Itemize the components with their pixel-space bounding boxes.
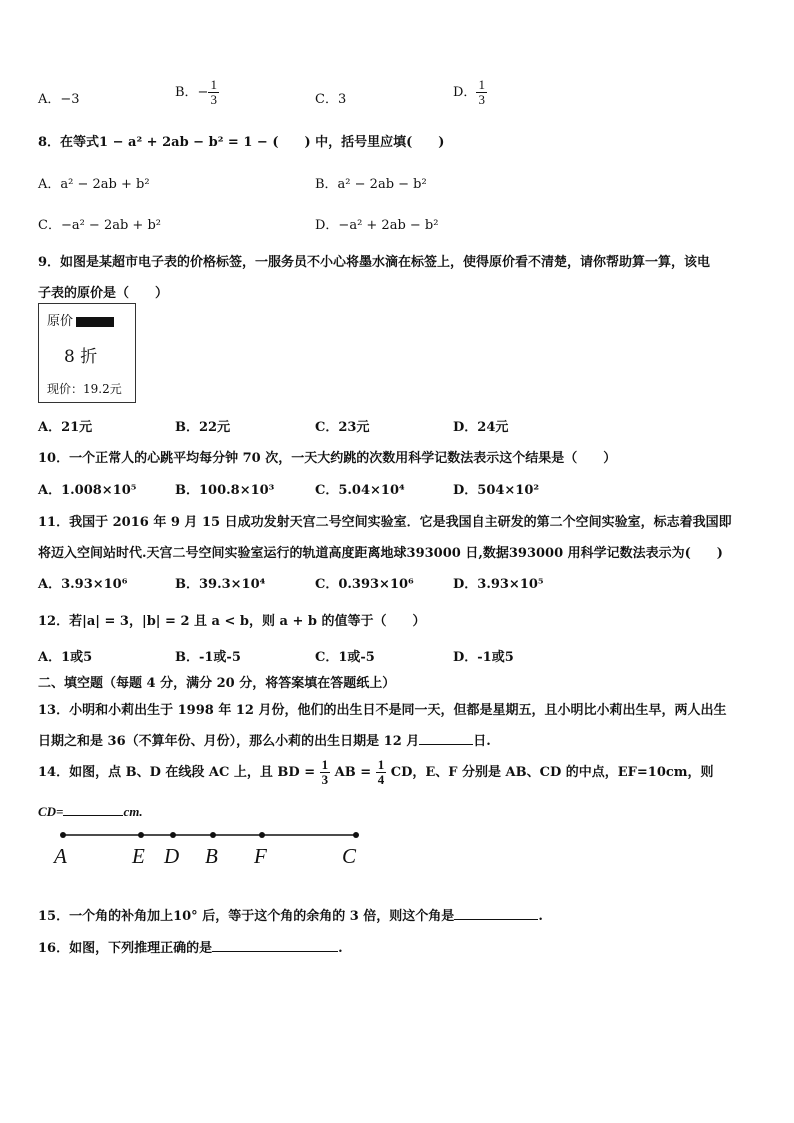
- q14-segment-figure: [40, 826, 370, 874]
- q7-option-d-fraction: $\frac{1}{3}$: [478, 77, 485, 107]
- q12-option-d: D．-1或5: [453, 650, 514, 665]
- q11-option-a: A．3.93×10⁶: [38, 577, 128, 592]
- q12-option-b: B．-1或-5: [175, 650, 241, 665]
- label-b: B: [205, 844, 218, 868]
- price-tag-now: 现价：19.2元: [47, 382, 122, 396]
- q9-option-d: D．24元: [453, 420, 509, 435]
- q9-option-a: A．21元: [38, 420, 93, 435]
- section-2-heading: 二、填空题（每题 4 分，满分 20 分，将答案填在答题纸上）: [38, 676, 396, 691]
- q8-stem: 8．在等式1 − a² + 2ab − b² = 1 − ( ) 中，括号里应填( ): [38, 135, 445, 150]
- q13-answer-blank[interactable]: [419, 732, 473, 745]
- q9-option-c: C．23元: [315, 420, 370, 435]
- label-a: A: [54, 844, 67, 868]
- q9-option-b: B．22元: [175, 420, 231, 435]
- q8-option-d: D．−a² + 2ab − b²: [315, 218, 439, 233]
- label-f: F: [254, 844, 267, 868]
- q11-stem-line2: 将迈入空间站时代.天宫二号空间实验室运行的轨道高度距离地球393000 日,数据393000 用科学记数法表示为( ): [38, 546, 723, 561]
- q10-option-d: D．504×10²: [453, 483, 540, 498]
- point-e: [138, 832, 144, 838]
- q15-answer-blank[interactable]: [454, 907, 538, 920]
- q9-stem-line1: 9．如图是某超市电子表的价格标签，一服务员不小心将墨水滴在标签上，使得原价看不清楚，请你帮助算一算，该电: [38, 255, 711, 270]
- q14-fraction-one-fourth: $\frac{1}{4}$: [377, 757, 385, 787]
- label-c: C: [342, 844, 357, 868]
- q11-stem-line1: 11．我国于 2016 年 9 月 15 日成功发射天宫二号空间实验室．它是我国自主研发的第二个空间实验室，标志着我国即: [38, 515, 732, 530]
- price-tag: [38, 303, 136, 403]
- q16-answer-blank[interactable]: [212, 939, 338, 952]
- q10-option-a: A．1.008×10⁵: [38, 483, 137, 498]
- q11-option-b: B．39.3×10⁴: [175, 577, 266, 592]
- label-d: D: [164, 844, 180, 868]
- q12-option-a: A．1或5: [38, 650, 93, 665]
- q7-option-c: C．3: [315, 92, 347, 107]
- q7-option-b: [175, 78, 219, 107]
- q8-option-c: C．−a² − 2ab + b²: [38, 218, 161, 233]
- q15-stem: 15．一个角的补角加上10° 后，等于这个角的余角的 3 倍，则这个角是 .: [38, 909, 543, 924]
- q7-option-d-prefix: D．: [453, 85, 477, 100]
- q14-stem-line1: 14．如图，点 B、D 在线段 AC 上，且 BD = $\frac{1}{3}$ AB = $\frac{1}{4}$ CD，E、F 分别是 AB、CD 的中点，EF=10cm，则: [38, 757, 714, 787]
- q7-option-d: [453, 78, 487, 107]
- q10-stem: 10．一个正常人的心跳平均每分钟 70 次，一天大约跳的次数用科学记数法表示这个结果是（ ）: [38, 451, 617, 466]
- q14-fraction-one-third: $\frac{1}{3}$: [321, 757, 329, 787]
- q13-stem-line2: 日期之和是 36（不算年份、月份），那么小莉的出生日期是 12 月 日.: [38, 734, 491, 749]
- q7-option-b-fraction: $\frac{1}{3}$: [210, 77, 217, 107]
- price-tag-discount: 8 折: [64, 347, 98, 367]
- q13-stem-line1: 13．小明和小莉出生于 1998 年 12 月份，他们的出生日不是同一天，但都是星期五，且小明比小莉出生早，两人出生: [38, 703, 727, 718]
- q7-option-a: A．−3: [38, 92, 80, 107]
- point-d: [170, 832, 176, 838]
- price-tag-original: 原价: [47, 310, 114, 329]
- point-a: [60, 832, 66, 838]
- q10-option-c: C．5.04×10⁴: [315, 483, 405, 498]
- label-e: E: [132, 844, 145, 868]
- point-f: [259, 832, 265, 838]
- ink-stain: [76, 317, 114, 327]
- q8-option-b: B．a² − 2ab − b²: [315, 177, 427, 192]
- q8-option-a: A．a² − 2ab + b²: [38, 177, 150, 192]
- q14-answer-blank[interactable]: [63, 803, 123, 816]
- q16-stem: 16．如图，下列推理正确的是 .: [38, 941, 343, 956]
- point-c: [353, 832, 359, 838]
- q10-option-b: B．100.8×10³: [175, 483, 275, 498]
- point-b: [210, 832, 216, 838]
- q9-stem-line2: 子表的原价是（ ）: [38, 286, 169, 301]
- q7-option-b-prefix: B．−: [175, 85, 209, 100]
- q12-stem: 12．若|a| = 3，|b| = 2 且 a < b，则 a + b 的值等于（ ）: [38, 614, 426, 629]
- q12-option-c: C．1或-5: [315, 650, 375, 665]
- q11-option-d: D．3.93×10⁵: [453, 577, 544, 592]
- q14-stem-line2: CD= cm.: [38, 804, 143, 819]
- q11-option-c: C．0.393×10⁶: [315, 577, 414, 592]
